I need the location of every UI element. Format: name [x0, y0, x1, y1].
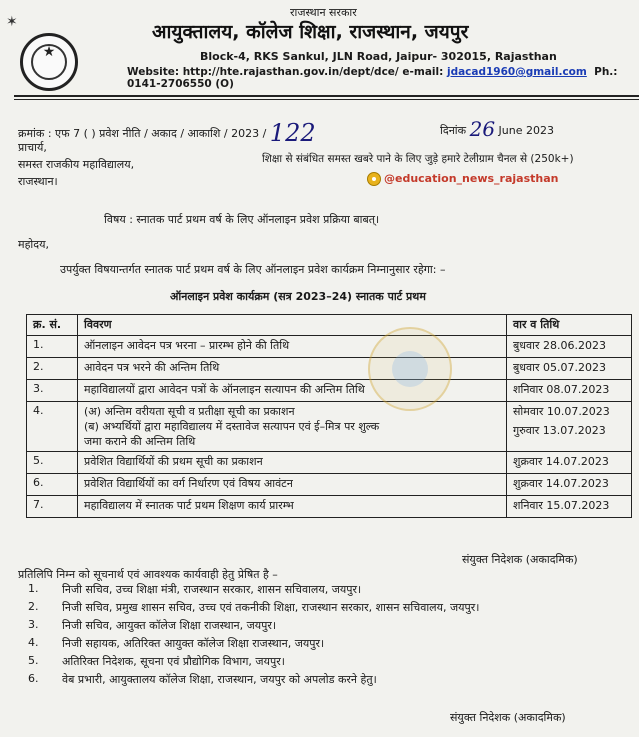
recipient-line-2: समस्त राजकीय महाविद्यालय,: [18, 158, 135, 171]
table-row: 2. आवेदन पत्र भरने की अन्तिम तिथि बुधवार 05.07.2023: [27, 358, 632, 380]
salutation: महोदय,: [18, 238, 49, 251]
handwritten-date: 26: [469, 117, 496, 141]
table-row: 4. (अ) अन्तिम वरीयता सूची व प्रतीक्षा सूची का प्रकाशन (ब) अभ्यर्थियों द्वारा महाविद्यालय में दस्तावेज सत्यापन एवं ई–मित्र पर शुल्क जमा कराने की अन्तिम तिथि सोमवार 10.07.2023 गुरुवार 13.07.2023: [27, 402, 632, 452]
table-row: 7. महाविद्यालय में स्नातक पार्ट प्रथम शिक्षण कार्य प्रारम्भ शनिवार 15.07.2023: [27, 496, 632, 518]
recipient-line-1: प्राचार्य,: [18, 141, 47, 154]
office-address: Block-4, RKS Sankul, JLN Road, Jaipur- 302015, Rajasthan: [200, 50, 557, 63]
signature-designation: संयुक्त निदेशक (अकादमिक): [462, 553, 578, 566]
header-divider-thin: [14, 99, 639, 100]
signature-designation-bottom: संयुक्त निदेशक (अकादमिक): [450, 711, 566, 724]
email-link[interactable]: jdacad1960@gmail.com: [446, 66, 587, 78]
table-title: ऑनलाइन प्रवेश कार्यक्रम (सत्र 2023–24) स्नातक पार्ट प्रथम: [170, 290, 426, 303]
website-text: Website: http://hte.rajasthan.gov.in/dept/dce/ e-mail:: [127, 66, 444, 78]
header-description: विवरण: [78, 315, 507, 336]
schedule-table: [26, 314, 632, 518]
table-row: 6. प्रवेशित विद्यार्थियों का वर्ग निर्धारण एवं विषय आवंटन शुक्रवार 14.07.2023: [27, 474, 632, 496]
handwritten-number: 122: [269, 119, 316, 147]
body-paragraph: उपर्युक्त विषयान्तर्गत स्नातक पार्ट प्रथम वर्ष के लिए ऑनलाइन प्रवेश कार्यक्रम निम्नानुसार रहेगा: –: [60, 263, 446, 276]
table-row: 3. महाविद्यालयों द्वारा आवेदन पत्रों के ऑनलाइन सत्यापन की अन्तिम तिथि शनिवार 08.07.2023: [27, 380, 632, 402]
government-label: राजस्थान सरकार: [290, 6, 357, 19]
reference-number: क्रमांक : एफ 7 ( ) प्रवेश नीति / अकाद / आकाशि / 2023 / 122: [18, 119, 316, 147]
subject-line: विषय : स्नातक पार्ट प्रथम वर्ष के लिए ऑनलाइन प्रवेश प्रक्रिया बाबत्।: [104, 213, 380, 226]
copy-intro: प्रतिलिपि निम्न को सूचनार्थ एवं आवश्यक कार्यवाही हेतु प्रेषित है –: [18, 568, 278, 581]
department-emblem-icon: ★: [20, 33, 78, 91]
table-row: 1. ऑनलाइन आवेदन पत्र भरना – प्रारम्भ होने की तिथि बुधवार 28.06.2023: [27, 336, 632, 358]
corner-star-icon: ✶: [6, 14, 18, 30]
table-header-row: [27, 315, 632, 336]
watermark-seal-icon: [368, 327, 452, 411]
phone-text: Ph.: 0141-2706550 (O): [127, 66, 618, 90]
header-divider: [14, 95, 639, 97]
header-sn: क्र. सं.: [27, 315, 78, 336]
header-date: वार व तिथि: [507, 315, 632, 336]
reference-date: दिनांक 26 June 2023: [440, 117, 554, 141]
table-row: 5. प्रवेशित विद्यार्थियों की प्रथम सूची का प्रकाशन शुक्रवार 14.07.2023: [27, 452, 632, 474]
contact-line: [127, 66, 639, 90]
office-title: आयुक्तालय, कॉलेज शिक्षा, राजस्थान, जयपुर: [152, 21, 469, 43]
telegram-handle[interactable]: @education_news_rajasthan: [384, 172, 559, 185]
recipient-line-3: राजस्थान।: [18, 175, 58, 188]
telegram-promo-text: शिक्षा से संबंधित समस्त खबरे पाने के लिए जुड़े हमारे टेलीग्राम चैनल से (250k+): [262, 153, 574, 165]
telegram-badge-icon: [367, 172, 381, 186]
